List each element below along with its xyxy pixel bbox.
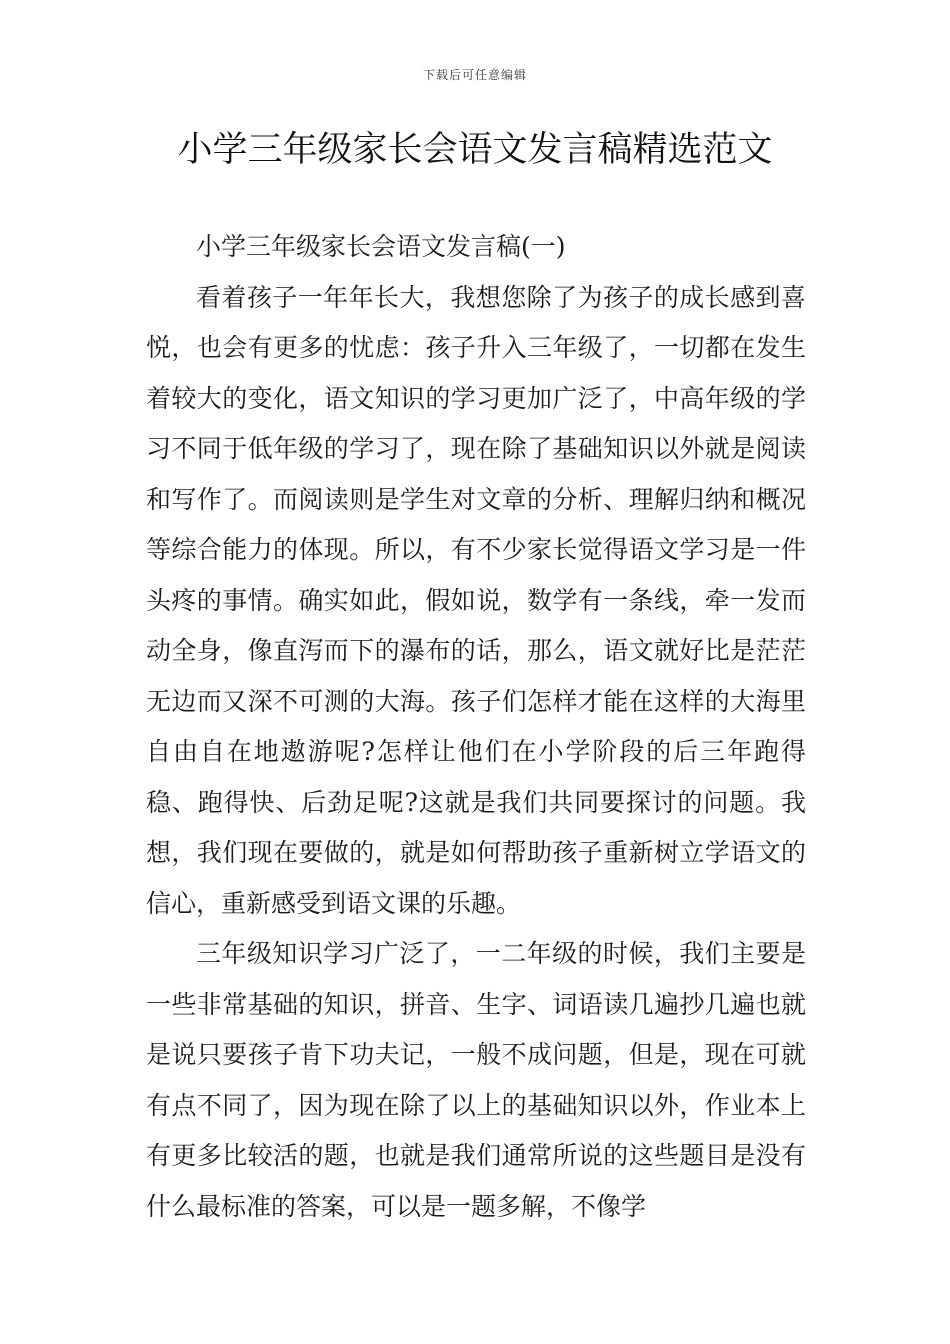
- header-note: 下载后可任意编辑: [422, 68, 527, 82]
- paragraph-1: 看着孩子一年年长大，我想您除了为孩子的成长感到喜悦，也会有更多的忧虑：孩子升入三年级了，一切都在发生着较大的变化，语文知识的学习更加广泛了，中高年级的学习不同于低年级的学习了，现在除了基础知识以外就是阅读和写作了。而阅读则是学生对文章的分析、理解归纳和概况等综合能力的体现。所以，有不少家长觉得语文学习是一件头疼的事情。确实如此，假如说，数学有一条线，牵一发而动全身，像直泻而下的瀑布的话，那么，语文就好比是茫茫无边而又深不可测的大海。孩子们怎样才能在这样的大海里自由自在地遨游呢?怎样让他们在小学阶段的后三年跑得稳、跑得快、后劲足呢?这就是我们共同要探讨的问题。我想，我们现在要做的，就是如何帮助孩子重新树立学语文的信心，重新感受到语文课的乐趣。: [146, 282, 806, 918]
- paragraph-2: 三年级知识学习广泛了，一二年级的时候，我们主要是一些非常基础的知识，拼音、生字、词语读几遍抄几遍也就是说只要孩子肯下功夫记，一般不成问题，但是，现在可就有点不同了，因为现在除了以上的基础知识以外，作业本上有更多比较活的题，也就是我们通常所说的这些题目是没有什么最标准的答案，可以是一题多解，不像学: [146, 939, 806, 1221]
- section-heading: 小学三年级家长会语文发言稿(一): [196, 232, 566, 261]
- document-body: [146, 222, 806, 1232]
- document-title: 小学三年级家长会语文发言稿精选范文: [177, 130, 773, 170]
